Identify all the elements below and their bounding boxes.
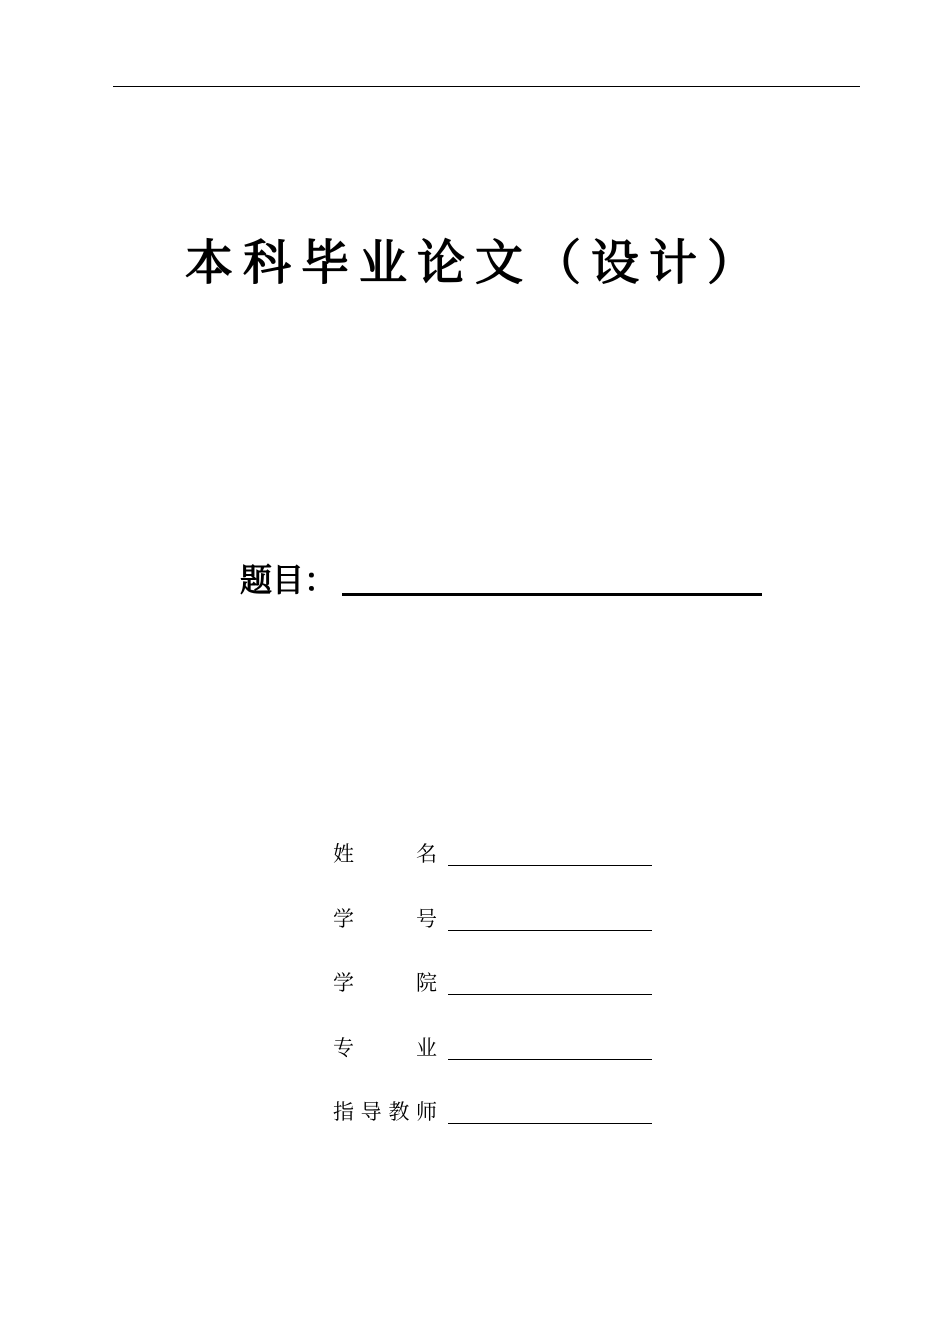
field-row-college [333, 935, 663, 1000]
field-label-student-id [333, 903, 437, 935]
field-label-char: 师 [415, 1100, 437, 1124]
field-row-advisor [333, 1064, 663, 1129]
field-label-char: 名 [416, 842, 437, 866]
field-label-char: 指 [333, 1100, 354, 1124]
document-title: 本科毕业论文（设计） [184, 235, 765, 291]
field-blank-major[interactable] [448, 1059, 652, 1060]
topic-row [240, 554, 762, 602]
info-block [333, 838, 663, 1128]
field-label-char: 学 [333, 906, 354, 931]
field-label-advisor [333, 1096, 437, 1128]
field-label-char: 号 [416, 906, 437, 931]
field-label-char: 姓 [333, 842, 354, 866]
field-blank-name[interactable] [448, 865, 652, 866]
field-label-char: 专 [333, 1035, 354, 1060]
field-row-student-id [333, 870, 663, 935]
field-label-name [333, 838, 437, 870]
field-label-char: 导 [360, 1100, 382, 1124]
field-label-char: 业 [416, 1035, 437, 1060]
field-label-college [333, 967, 437, 999]
field-label-char: 教 [388, 1100, 410, 1124]
field-label-major [333, 1032, 437, 1064]
field-row-major [333, 999, 663, 1064]
field-label-char: 院 [416, 971, 437, 995]
topic-blank-line[interactable] [342, 593, 762, 596]
topic-label: 题目： [240, 561, 337, 599]
field-blank-student-id[interactable] [448, 930, 652, 931]
header-rule [113, 86, 860, 87]
field-blank-advisor[interactable] [448, 1123, 652, 1124]
field-row-name [333, 838, 663, 870]
field-blank-college[interactable] [448, 994, 652, 995]
field-label-char: 学 [333, 971, 354, 995]
